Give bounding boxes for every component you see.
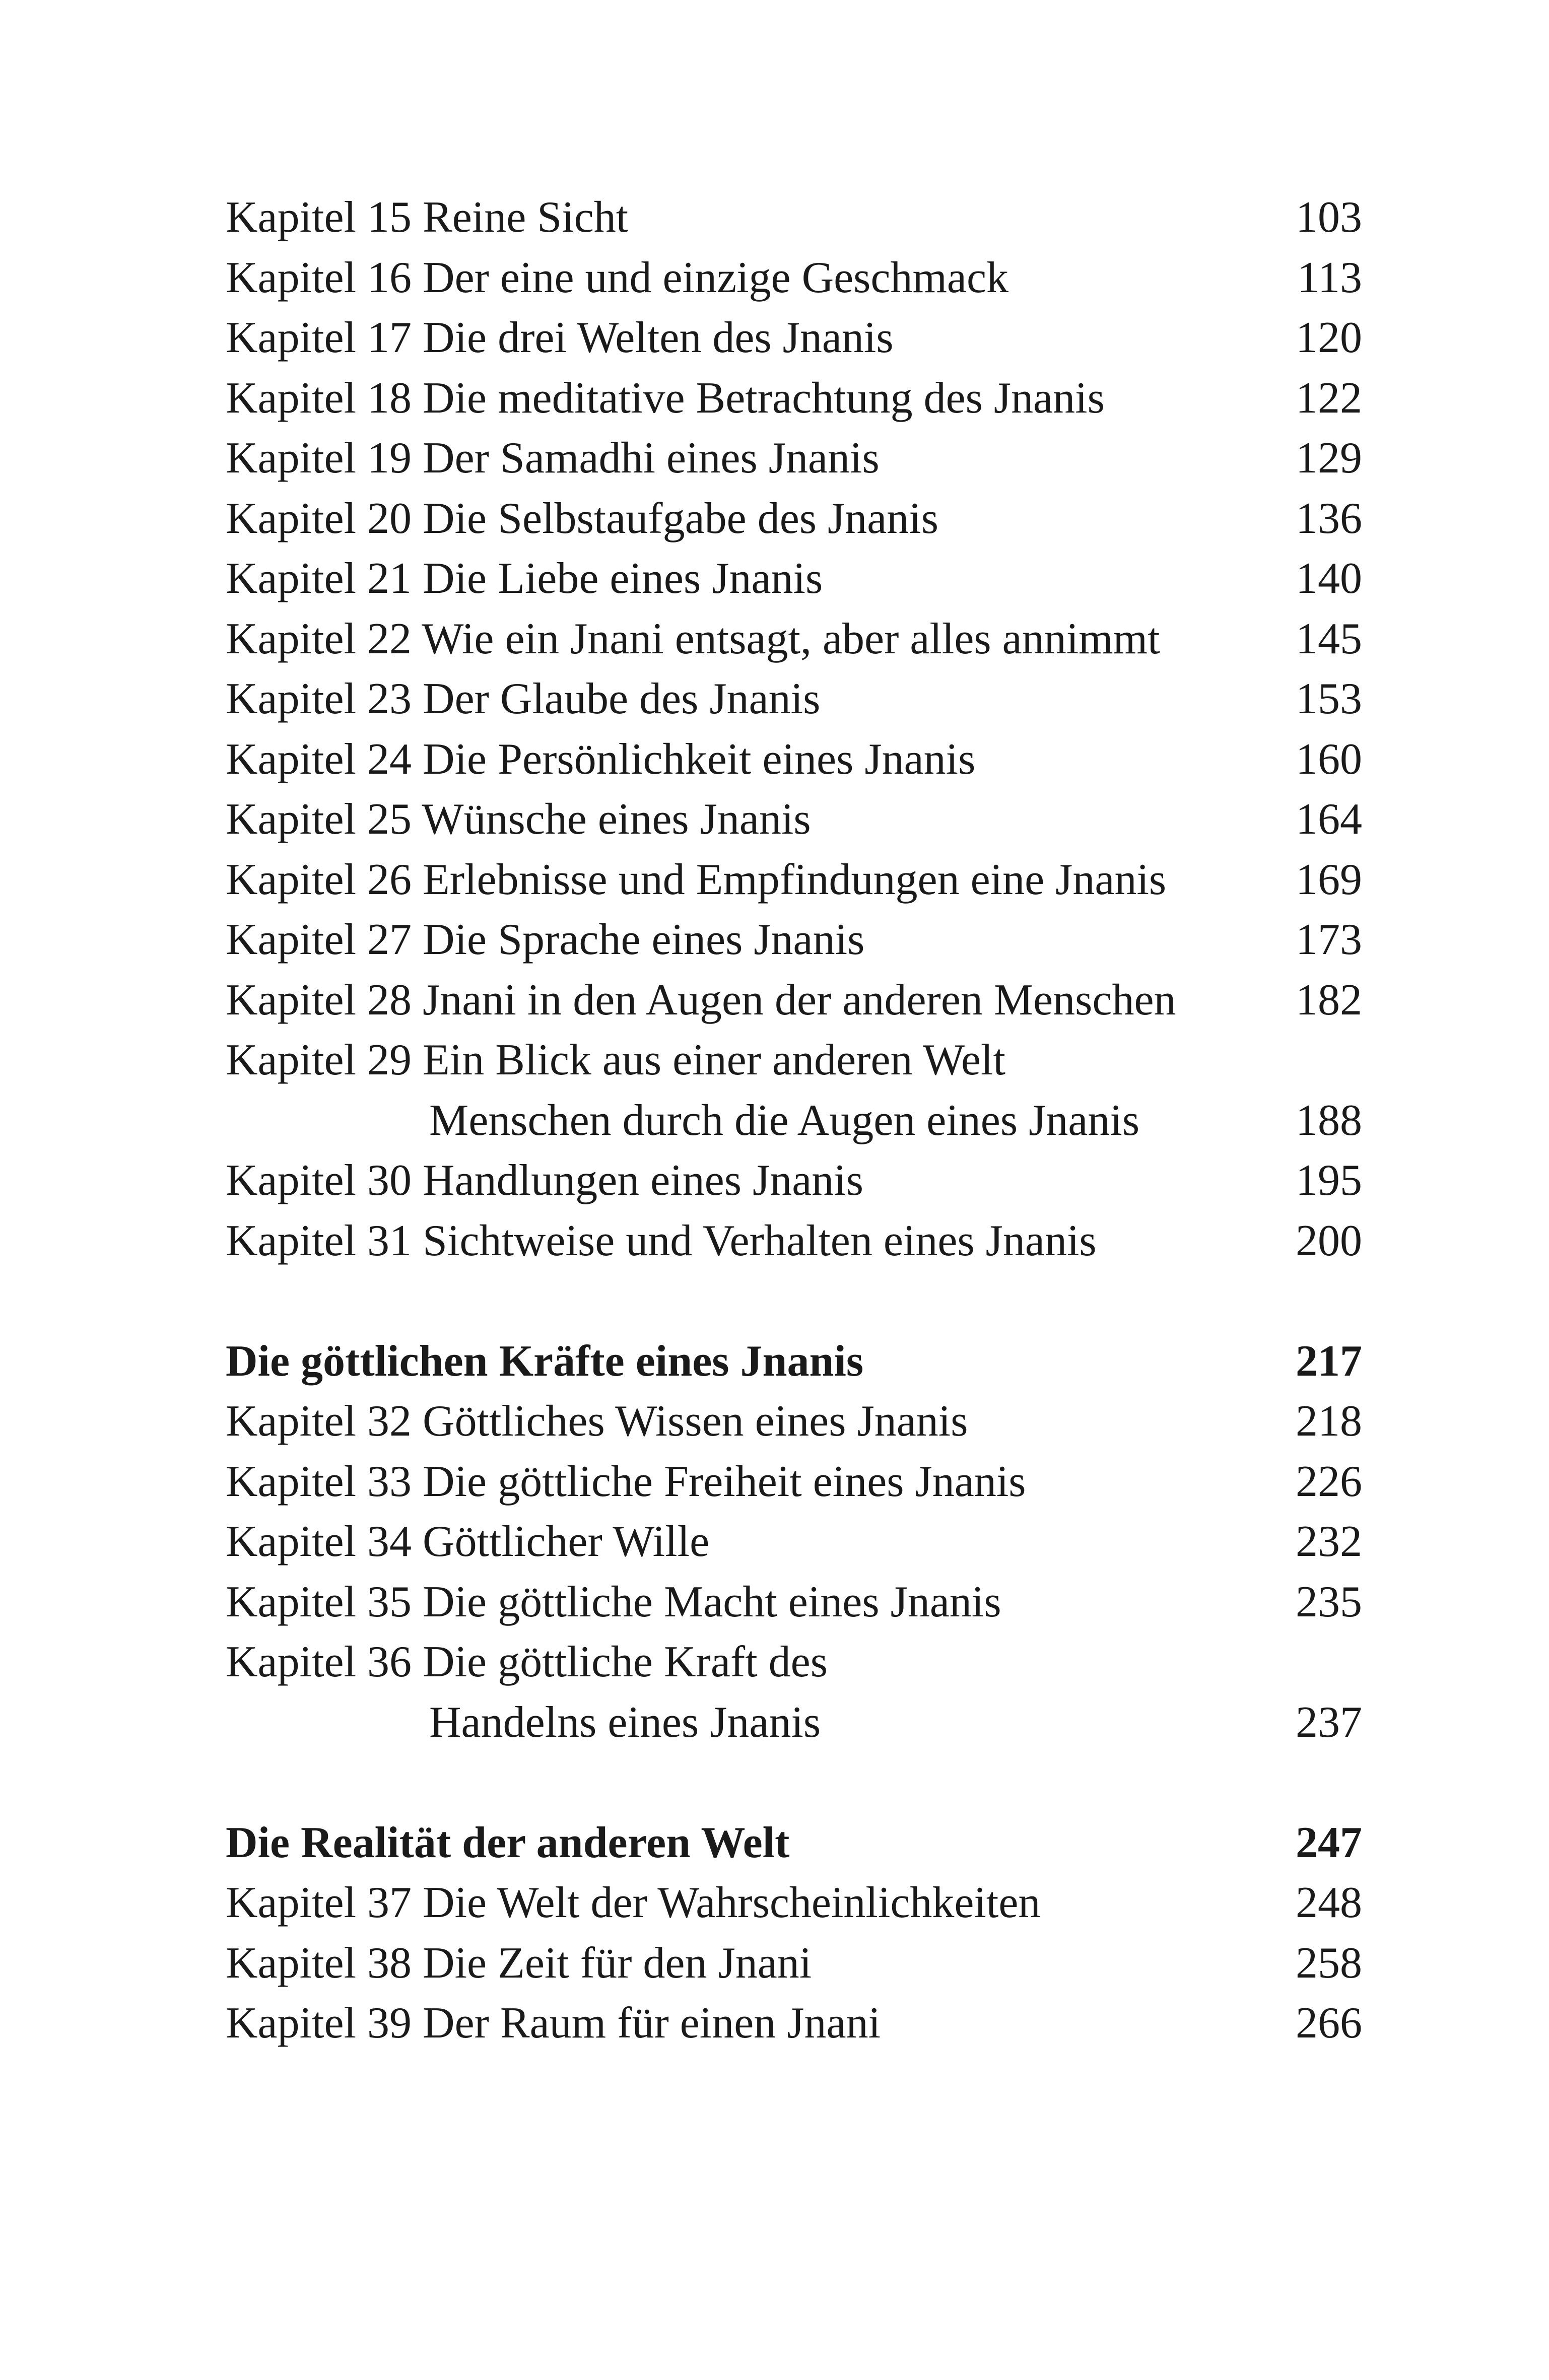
toc-entry-page: 188 — [1296, 1096, 1362, 1145]
toc-entry[interactable] — [226, 428, 1362, 489]
section-spacer — [226, 1271, 1362, 1331]
toc-entry-page: 248 — [1296, 1878, 1362, 1927]
toc-entry[interactable] — [226, 368, 1362, 429]
toc-entry[interactable] — [226, 187, 1362, 248]
toc-entry-page: 164 — [1296, 795, 1362, 844]
toc-entry-page: 235 — [1296, 1577, 1362, 1626]
toc-entry-title: Kapitel 28 Jnani in den Augen der anderen Menschen — [226, 975, 1176, 1025]
toc-entry-title: Kapitel 21 Die Liebe eines Jnanis — [226, 554, 823, 603]
toc-entry-page: 122 — [1296, 373, 1362, 423]
toc-entry-page: 120 — [1296, 313, 1362, 362]
toc-entry[interactable] — [226, 729, 1362, 790]
toc-entry-page: 237 — [1296, 1697, 1362, 1747]
toc-entry[interactable] — [226, 789, 1362, 850]
toc-entry-page: 160 — [1296, 734, 1362, 784]
toc-entry-page: 103 — [1296, 193, 1362, 242]
toc-entry-page: 169 — [1296, 855, 1362, 904]
toc-entry-page: 173 — [1296, 915, 1362, 964]
toc-entry-title-continuation: Menschen durch die Augen eines Jnanis — [429, 1096, 1140, 1145]
toc-entry[interactable] — [226, 489, 1362, 549]
section-heading-title: Die Realität der anderen Welt — [226, 1818, 790, 1867]
section-heading-divine-powers[interactable] — [226, 1331, 1362, 1392]
section-heading-reality[interactable] — [226, 1813, 1362, 1873]
section-heading-title: Die göttlichen Kräfte eines Jnanis — [226, 1336, 864, 1386]
toc-entry[interactable] — [226, 1211, 1362, 1271]
toc-entry-page: 195 — [1296, 1156, 1362, 1205]
toc-entry-title: Kapitel 31 Sichtweise und Verhalten eines Jnanis — [226, 1216, 1097, 1265]
toc-entry-title: Kapitel 22 Wie ein Jnani entsagt, aber alles annimmt — [226, 614, 1160, 663]
toc-entry[interactable] — [226, 1512, 1362, 1572]
toc-entry-page: 258 — [1296, 1938, 1362, 1988]
toc-entry[interactable] — [226, 1873, 1362, 1933]
toc-entry-title: Kapitel 26 Erlebnisse und Empfindungen eine Jnanis — [226, 855, 1167, 904]
toc-entry[interactable] — [226, 1632, 1362, 1692]
toc-entry-title: Kapitel 19 Der Samadhi eines Jnanis — [226, 434, 880, 483]
toc-entry[interactable] — [226, 1572, 1362, 1633]
toc-entry-page: 140 — [1296, 554, 1362, 603]
toc-entry[interactable] — [226, 308, 1362, 368]
toc-entry-page: 145 — [1296, 614, 1362, 663]
toc-entry[interactable] — [226, 910, 1362, 970]
toc-entry-page: 153 — [1296, 674, 1362, 723]
toc-entry-continuation[interactable] — [226, 1091, 1362, 1151]
table-of-contents — [226, 187, 1362, 2054]
toc-entry[interactable] — [226, 850, 1362, 910]
toc-entry[interactable] — [226, 669, 1362, 729]
toc-entry-page: 232 — [1296, 1517, 1362, 1566]
toc-entry-title: Kapitel 30 Handlungen eines Jnanis — [226, 1156, 863, 1205]
toc-entry[interactable] — [226, 1452, 1362, 1512]
toc-entry[interactable] — [226, 549, 1362, 609]
toc-entry-continuation[interactable] — [226, 1692, 1362, 1753]
toc-entry-title: Kapitel 17 Die drei Welten des Jnanis — [226, 313, 894, 362]
toc-entry[interactable] — [226, 609, 1362, 669]
toc-entry-title: Kapitel 25 Wünsche eines Jnanis — [226, 795, 811, 844]
toc-entry[interactable] — [226, 1391, 1362, 1452]
section-spacer — [226, 1752, 1362, 1813]
toc-entry-title: Kapitel 18 Die meditative Betrachtung des Jnanis — [226, 373, 1105, 423]
toc-entry-title: Kapitel 27 Die Sprache eines Jnanis — [226, 915, 865, 964]
toc-entry-title: Kapitel 23 Der Glaube des Jnanis — [226, 674, 821, 723]
section-heading-page: 247 — [1296, 1818, 1362, 1867]
toc-entry-page: 182 — [1296, 975, 1362, 1025]
toc-entry-title: Kapitel 29 Ein Blick aus einer anderen Welt — [226, 1036, 1005, 1084]
toc-entry-title: Kapitel 15 Reine Sicht — [226, 193, 629, 242]
toc-entry[interactable] — [226, 970, 1362, 1031]
toc-entry[interactable] — [226, 1933, 1362, 1994]
toc-entry-title: Kapitel 37 Die Welt der Wahrscheinlichkeiten — [226, 1878, 1041, 1927]
toc-entry[interactable] — [226, 1030, 1362, 1091]
toc-entry-page: 226 — [1296, 1457, 1362, 1506]
toc-entry-title: Kapitel 16 Der eine und einzige Geschmack — [226, 253, 1009, 302]
section-heading-page: 217 — [1296, 1336, 1362, 1386]
toc-entry-title: Kapitel 36 Die göttliche Kraft des — [226, 1638, 828, 1686]
toc-entry-page: 266 — [1296, 1999, 1362, 2048]
toc-entry-page: 136 — [1296, 494, 1362, 543]
toc-entry[interactable] — [226, 248, 1362, 308]
toc-entry-page: 129 — [1296, 434, 1362, 483]
toc-entry-title: Kapitel 34 Göttlicher Wille — [226, 1517, 710, 1566]
toc-entry-page: 200 — [1296, 1216, 1362, 1265]
toc-entry-page: 113 — [1297, 253, 1362, 302]
toc-entry-title: Kapitel 32 Göttliches Wissen eines Jnanis — [226, 1397, 968, 1446]
toc-entry[interactable] — [226, 1993, 1362, 2054]
toc-entry[interactable] — [226, 1150, 1362, 1211]
toc-entry-title: Kapitel 38 Die Zeit für den Jnani — [226, 1938, 812, 1988]
toc-entry-title: Kapitel 20 Die Selbstaufgabe des Jnanis — [226, 494, 939, 543]
toc-entry-title: Kapitel 35 Die göttliche Macht eines Jnanis — [226, 1577, 1001, 1626]
toc-entry-title: Kapitel 39 Der Raum für einen Jnani — [226, 1999, 881, 2048]
toc-entry-title-continuation: Handelns eines Jnanis — [429, 1697, 821, 1747]
toc-entry-title: Kapitel 33 Die göttliche Freiheit eines Jnanis — [226, 1457, 1026, 1506]
toc-entry-page: 218 — [1296, 1397, 1362, 1446]
toc-entry-title: Kapitel 24 Die Persönlichkeit eines Jnanis — [226, 734, 976, 784]
